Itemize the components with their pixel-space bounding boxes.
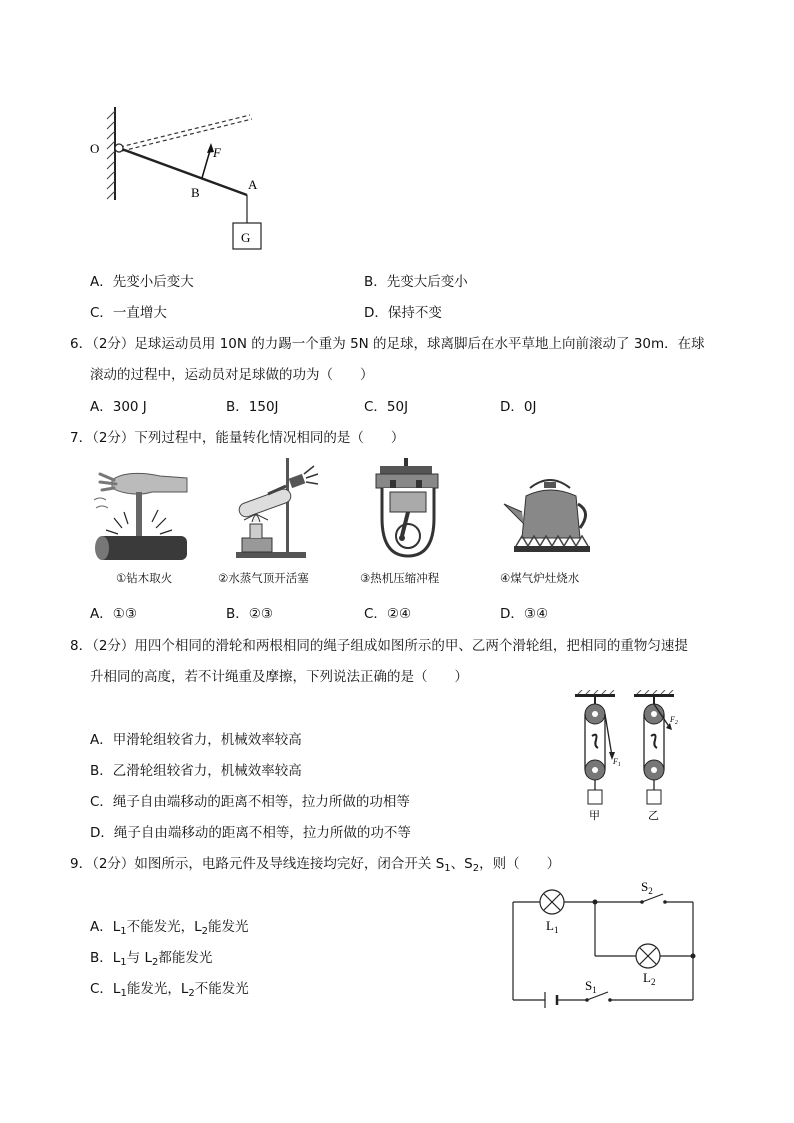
kettle-stove-image — [500, 468, 600, 564]
steam-test-tube-image — [228, 456, 328, 564]
q8-option-d[interactable]: D．绳子自由端移动的距离不相等，拉力所做的功不等 — [90, 825, 411, 841]
q7-caption-3: ③热机压缩冲程 — [360, 571, 440, 585]
q9-option-a[interactable]: A．$L_1$不能发光，$L_2$能发光 — [90, 919, 249, 937]
q9-option-c[interactable]: C．$L_1$能发光，$L_2$不能发光 — [90, 981, 249, 999]
label-s2: S — [641, 879, 649, 894]
label-l2: L — [643, 970, 651, 985]
circuit-figure — [505, 878, 705, 1008]
q7-caption-2: ②水蒸气顶开活塞 — [218, 571, 309, 585]
q6-option-b[interactable]: B．150J — [226, 399, 279, 415]
label-a: A — [248, 177, 258, 192]
q8-option-a[interactable]: A．甲滑轮组较省力，机械效率较高 — [90, 732, 302, 748]
q6-option-c[interactable]: C．50J — [364, 399, 409, 415]
svg-text:S2 — [641, 879, 653, 896]
label-f1: F — [613, 757, 618, 766]
svg-text:F1 — [612, 757, 621, 768]
label-s1-sub: 1 — [592, 985, 597, 995]
label-f: F — [213, 145, 221, 160]
q7-caption-4: ④煤气炉灶烧水 — [500, 571, 580, 585]
label-f2-sub: 2 — [674, 720, 678, 726]
q6-stem-line2: 滚动的过程中，运动员对足球做的功为（ ） — [90, 367, 374, 383]
svg-text:S1 — [585, 978, 597, 995]
q5-option-b[interactable]: B．先变大后变小 — [364, 274, 468, 290]
q8-option-b[interactable]: B．乙滑轮组较省力，机械效率较高 — [90, 763, 302, 779]
engine-compression-image — [370, 456, 450, 564]
q8-option-c[interactable]: C．绳子自由端移动的距离不相等，拉力所做的功相等 — [90, 794, 410, 810]
label-l1-sub: 1 — [553, 925, 559, 935]
q8-stem-line1: 8．（2分）用四个相同的滑轮和两根相同的绳子组成如图所示的甲、乙两个滑轮组，把相同的重物匀速提 — [70, 638, 688, 654]
q7-stem-line1: 7．（2分）下列过程中，能量转化情况相同的是（ ） — [70, 430, 405, 446]
q9-option-b[interactable]: B．$L_1$与 $L_2$都能发光 — [90, 950, 213, 968]
label-l2-sub: 2 — [650, 977, 656, 987]
label-s2-sub: 2 — [648, 886, 653, 896]
label-g: G — [241, 230, 251, 245]
q7-option-b[interactable]: B．②③ — [226, 606, 273, 622]
q6-option-a[interactable]: A．300 J — [90, 399, 147, 415]
q5-option-d[interactable]: D．保持不变 — [364, 305, 442, 321]
label-jia: 甲 — [589, 810, 600, 822]
label-o: O — [90, 141, 100, 156]
q6-option-d[interactable]: D．0J — [500, 399, 537, 415]
q7-option-d[interactable]: D．③④ — [500, 606, 549, 622]
q7-option-a[interactable]: A．①③ — [90, 606, 137, 622]
label-f2: F — [670, 715, 675, 724]
q6-stem-line1: 6．（2分）足球运动员用 10N 的力踢一个重为 5N 的足球，球离脚后在水平草地上向前滚动了 30m．在球 — [70, 336, 705, 352]
q7-option-c[interactable]: C．②④ — [364, 606, 412, 622]
label-s1: S — [585, 978, 593, 993]
label-f1-sub: 1 — [617, 762, 621, 768]
q8-stem-line2: 升相同的高度，若不计绳重及摩擦，下列说法正确的是（ ） — [90, 669, 468, 685]
label-l1: L — [546, 918, 554, 933]
label-b: B — [191, 185, 200, 200]
q5-option-a[interactable]: A．先变小后变大 — [90, 274, 194, 290]
q5-option-c[interactable]: C．一直增大 — [90, 305, 167, 321]
svg-text:L1 — [546, 918, 558, 935]
drilling-wood-image — [92, 458, 192, 563]
q9-stem-line1: 9．（2分）如图所示，电路元件及导线连接均完好，闭合开关 $S_1$、$S_2$，则（ ） — [70, 856, 561, 874]
lever-figure — [85, 105, 265, 255]
pulley-figure — [570, 690, 690, 822]
svg-text:L2 — [643, 970, 655, 987]
label-yi: 乙 — [648, 810, 659, 822]
q7-caption-1: ①钻木取火 — [116, 571, 173, 585]
